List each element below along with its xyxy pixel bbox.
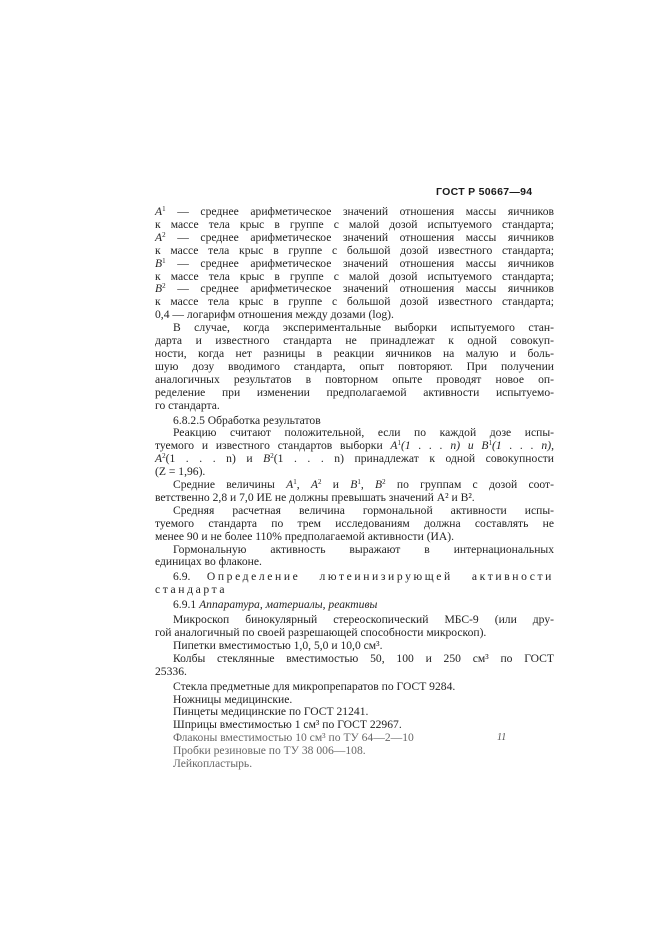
definition-b1: $B^1$ — среднее арифметическое значений отношения массы яичников к массе тела крыс в группе с малой дозой испытуемого стандарта; bbox=[155, 256, 554, 283]
section-heading-6825: 6.8.2.5 Обработка результатов bbox=[173, 413, 321, 427]
list-item: Колбы стеклянные вместимостью 50, 100 и 250 см³ по ГОСТ 25336. bbox=[155, 651, 554, 678]
paragraph-units: Гормональную активность выражают в интернациональных единицах во флаконе. bbox=[155, 542, 554, 569]
document-header: ГОСТ Р 50667—94 bbox=[436, 186, 533, 198]
symbol: B bbox=[155, 282, 163, 296]
list-item: Флаконы вместимостью 10 см³ по ТУ 64—2—10 bbox=[173, 731, 414, 745]
paragraph-calculated-activity: Средняя расчетная величина гормональной активности испы- туемого стандарта по трем исследованиям должна составлять не менее 90 и не более 110% предполагаемой активности (ИА). bbox=[155, 503, 554, 543]
list-item: Микроскоп бинокулярный стереоскопический МБС-9 (или дру- гой аналогичный по своей разрешающей способности микроскоп). bbox=[155, 613, 554, 639]
page-number: 11 bbox=[497, 732, 507, 743]
list-item: Пинцеты медицинские по ГОСТ 21241. bbox=[173, 705, 369, 719]
symbol: A bbox=[155, 205, 163, 218]
document-body bbox=[155, 206, 554, 771]
list-item: Шприцы вместимостью 1 см³ по ГОСТ 22967. bbox=[173, 718, 402, 732]
symbol: B bbox=[155, 256, 163, 270]
symbol: A bbox=[155, 230, 163, 244]
equipment-list bbox=[155, 614, 554, 771]
definition-b2: $B^2$ — среднее арифметическое значений отношения массы яичников к массе тела крыс в группе с большой дозой известного стандарта; bbox=[155, 282, 554, 309]
list-item: Пробки резиновые по ТУ 38 006—108. bbox=[173, 744, 366, 758]
list-item: Ножницы медицинские. bbox=[173, 692, 293, 706]
definition-a1: $A^1$ — среднее арифметическое значений отношения массы яичников к массе тела крыс в группе с малой дозой испытуемого стандарта; bbox=[155, 205, 554, 231]
list-item: Стекла предметные для микропрепаратов по ГОСТ 9284. bbox=[173, 679, 456, 693]
paragraph-reaction: Реакцию считают положительной, если по каждой дозе испы- туемого и известного стандартов выборки $A^1(1$ . . . n) и $B^1(1$ . . . n), $A^2(1$ . . . n) и $B^2(1$ . . . n) принадлежат к одной совокупности (Z = 1,96). bbox=[155, 426, 554, 479]
section-heading-691: 6.9.1 Аппаратура, материалы, реактивы bbox=[173, 598, 378, 612]
paragraph-means: Средние величины $A^1$, $A^2$ и $B^1$, $B^2$ по группам с дозой соот- ветственно 2,8 и 7,0 ИЕ не должны превышать значений A² и B². bbox=[155, 478, 554, 504]
list-item: Пипетки вместимостью 1,0, 5,0 и 10,0 см³. bbox=[173, 638, 383, 652]
section-heading-69: 6.9. Определение лютеинизирующей активности стандарта bbox=[155, 570, 554, 597]
paragraph-repeat-experiment: В случае, когда экспериментальные выборки испытуемого стан- дарта и известного стандарта не принадлежат к одной совокуп- ности, когда нет разницы в реакции яичников на малую и боль- шую дозу вводимого стандарта, опыт повторяют. При получении аналогичных результатов в повторном опыте проводят новое оп- ределение при изменении предполагаемой активности испытуемо- го стандарта. bbox=[155, 321, 554, 412]
definition-a2: $A^2$ — среднее арифметическое значений отношения массы яичников к массе тела крыс в группе с большой дозой известного стандарта; bbox=[155, 230, 554, 257]
definition-log: 0,4 — логарифм отношения между дозами (log). bbox=[155, 308, 394, 322]
list-item: Лейкопластырь. bbox=[173, 757, 253, 771]
